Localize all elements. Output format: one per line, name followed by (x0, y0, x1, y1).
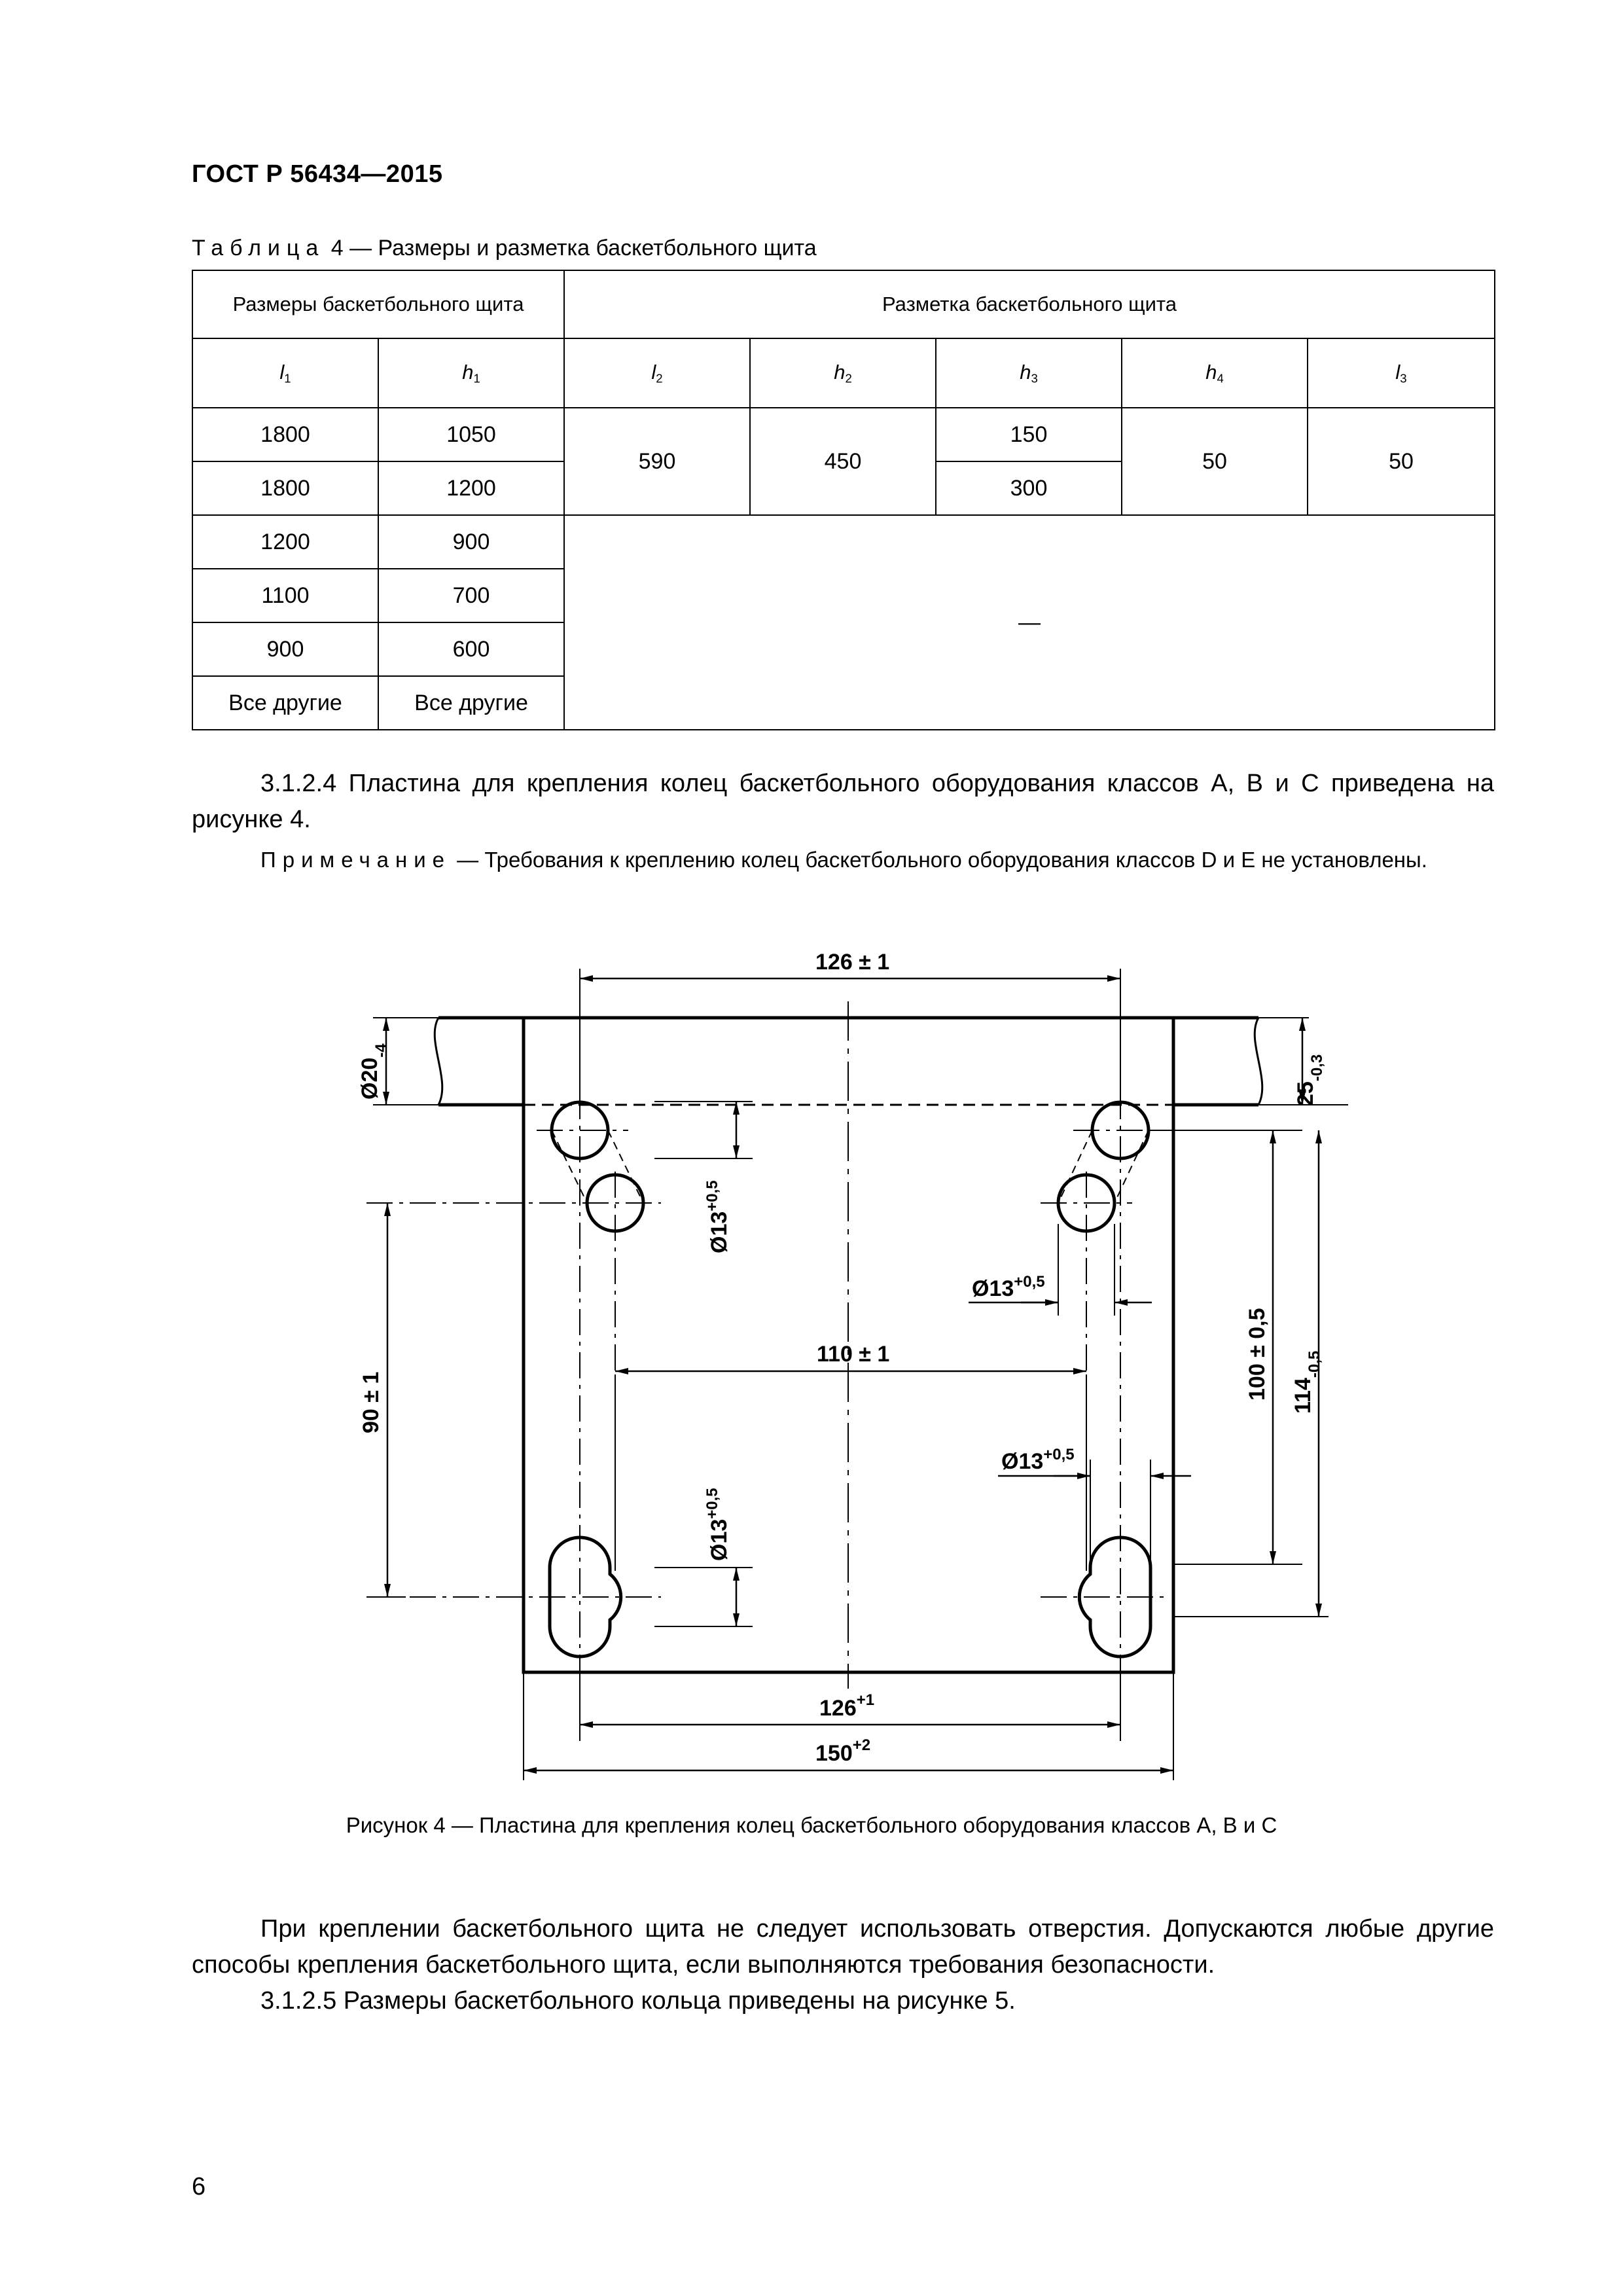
table-cell: 1050 (378, 408, 564, 461)
table-cell: 900 (192, 622, 378, 676)
table-cell-l2: 590 (564, 408, 750, 515)
dim-label-top: 126 ± 1 (815, 950, 890, 975)
pipe-break-left (435, 1018, 442, 1105)
header-marking-group: Разметка баскетбольного щита (564, 270, 1495, 338)
col-header-h4: $h_4$ (1122, 338, 1308, 408)
dim-label-right-2: $114_{-0,5}$ (1291, 1350, 1323, 1414)
table-cell-h2: 450 (750, 408, 936, 515)
table-cell: Все другие (378, 676, 564, 730)
dim-label-left: 90 ± 1 (359, 1371, 383, 1433)
paragraph-mounting: При креплении баскетбольного щита не следует использовать отверстия. Допускаются любые другие способы крепления баскетбольного щита, если выполняются требования безопасности. (192, 1915, 1494, 1979)
table-cell: 600 (378, 622, 564, 676)
table-cell-h3: 150 (936, 408, 1122, 461)
dim-label-bottom-2: $150^{+2}$ (815, 1736, 871, 1766)
header-size-group: Размеры баскетбольного щита (192, 270, 564, 338)
dim-label-bottom-1: $126^{+1}$ (819, 1691, 875, 1721)
table-cell: 900 (378, 515, 564, 569)
col-header-l2: $l_2$ (564, 338, 750, 408)
dim-label-mid: 110 ± 1 (817, 1342, 890, 1367)
col-header-h2: $h_2$ (750, 338, 936, 408)
table-cell-h4: 50 (1122, 408, 1308, 515)
dim-label-hole-top-right: $Ø13^{+0,5}$ (972, 1273, 1045, 1301)
table-cell: 1200 (378, 461, 564, 515)
col-header-h1: $h_1$ (378, 338, 564, 408)
table-cell: 1100 (192, 569, 378, 622)
dim-label-hole-bottom-left: $Ø13^{+0,5}$ (704, 1488, 732, 1561)
col-header-l1: $l_1$ (192, 338, 378, 408)
table-caption-word: Таблица (192, 236, 325, 260)
col-header-l3: $l_3$ (1308, 338, 1495, 408)
col-header-h3: $h_3$ (936, 338, 1122, 408)
note-text: — Требования к креплению колец баскетбольного оборудования классов D и E не установлены. (451, 848, 1427, 872)
table-cell: 1800 (192, 408, 378, 461)
dim-label-hole-top-left: $Ø13^{+0,5}$ (704, 1180, 732, 1253)
table-cell-h3: 300 (936, 461, 1122, 515)
document-id: ГОСТ Р 56434—2015 (192, 160, 443, 188)
table-cell: Все другие (192, 676, 378, 730)
paragraph-3-1-2-4: 3.1.2.4 Пластина для крепления колец баскетбольного оборудования классов А, В и С приведена на рисунке 4. (192, 770, 1494, 833)
note-word: Примечание (260, 848, 452, 872)
dim-label-pipe: $Ø20_{-4}$ (357, 1043, 390, 1100)
table-cell: 1800 (192, 461, 378, 515)
pipe-break-right (1255, 1018, 1262, 1105)
dim-label-hole-bottom-right: $Ø13^{+0,5}$ (1001, 1446, 1075, 1474)
page-number: 6 (192, 2173, 206, 2200)
paragraph-3-1-2-5: 3.1.2.5 Размеры баскетбольного кольца приведены на рисунке 5. (260, 1987, 1016, 2015)
table-cell-dash: — (564, 515, 1495, 730)
table-cell: 700 (378, 569, 564, 622)
figure-caption: Рисунок 4 — Пластина для крепления колец баскетбольного оборудования классов А, В и С (346, 1813, 1277, 1837)
table-cell-l3: 50 (1308, 408, 1495, 515)
table-caption-text: 4 — Размеры и разметка баскетбольного щита (325, 236, 817, 260)
table-cell: 1200 (192, 515, 378, 569)
dim-label-right-1: 100 ± 0,5 (1245, 1308, 1270, 1401)
dim-label-flange: $25_{-0,3}$ (1293, 1054, 1326, 1106)
